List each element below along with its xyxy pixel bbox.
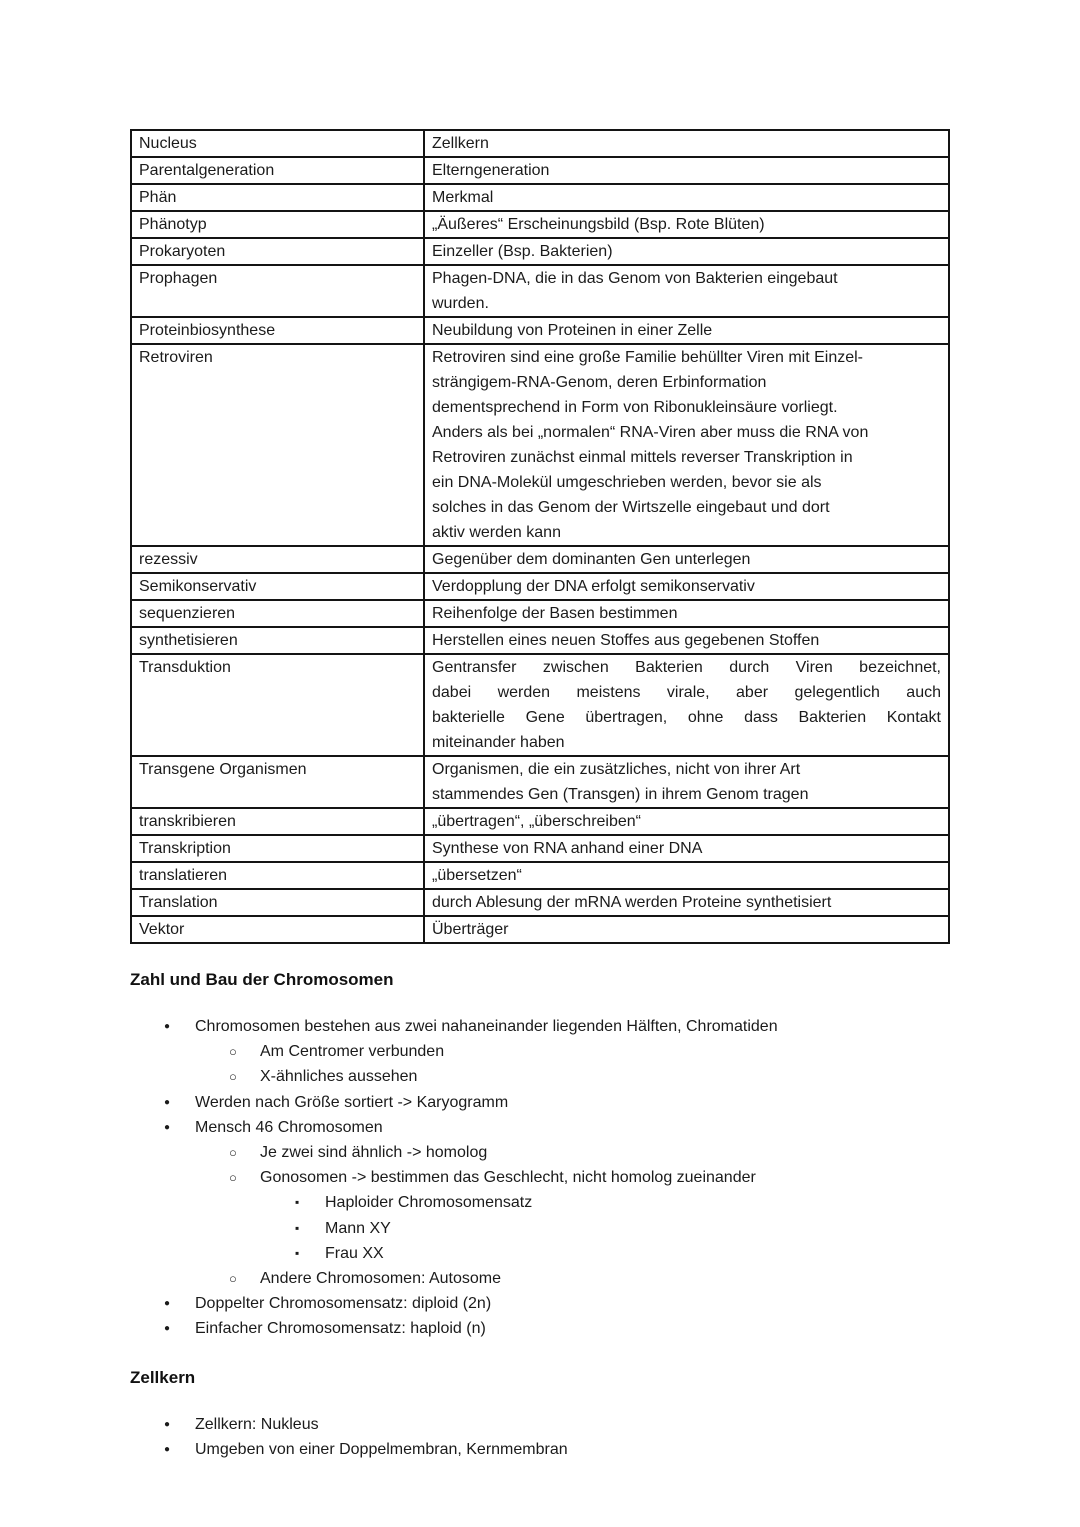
term-cell: Proteinbiosynthese [131,317,424,344]
term-cell: synthetisieren [131,627,424,654]
bullet-icon: ▪ [295,1245,300,1260]
definition-cell [424,627,949,654]
section [130,1367,950,1462]
definition-cell [424,184,949,211]
definition-cell [424,889,949,916]
notes-sections [130,969,950,1462]
definition-cell [424,835,949,862]
document-page [130,129,950,1462]
definition-line: Synthese von RNA anhand einer DNA [432,840,703,857]
term-cell: transkribieren [131,808,424,835]
list-item-text: Am Centromer verbunden [260,1043,445,1061]
definition-line: Neubildung von Proteinen in einer Zelle [432,322,713,339]
term-cell: sequenzieren [131,600,424,627]
definition-cell [424,130,949,157]
term-cell: Vektor [131,916,424,943]
definition-line: Anders als bei „normalen“ RNA-Viren aber muss die RNA von [432,424,869,441]
glossary-row [131,238,949,265]
term-cell: translatieren [131,862,424,889]
list-item [130,1115,950,1140]
definition-line: aktiv werden kann [432,524,561,541]
glossary-row [131,344,949,546]
list-item-text: Gonosomen -> bestimmen das Geschlecht, nicht homolog zueinander [260,1169,756,1187]
glossary-row [131,756,949,808]
term-cell: Translation [131,889,424,916]
definition-line: dabei werden meistens virale, aber gelegentlich auch [432,684,941,701]
term-cell: Parentalgeneration [131,157,424,184]
definition-cell [424,916,949,943]
bullet-icon: ○ [229,1044,237,1060]
term-cell: Transgene Organismen [131,756,424,808]
section [130,969,950,1342]
list-item-text: Frau XX [325,1244,384,1262]
definition-line: miteinander haben [432,734,565,751]
bullet-icon: ● [164,1121,171,1133]
definition-cell [424,862,949,889]
term-cell: Phänotyp [131,211,424,238]
glossary-row [131,184,949,211]
list-item [130,1437,950,1462]
list-item [130,1039,950,1064]
definition-line: wurden. [432,295,489,312]
glossary-row [131,862,949,889]
list-item [130,1266,950,1291]
term-cell: Prokaryoten [131,238,424,265]
definition-cell [424,546,949,573]
glossary-row [131,916,949,943]
definition-line: Einzeller (Bsp. Bakterien) [432,243,613,260]
list-item [130,1412,950,1437]
definition-line: „Äußeres“ Erscheinungsbild (Bsp. Rote Blüten) [432,216,765,233]
bullet-icon: ○ [229,1271,237,1287]
glossary-row [131,130,949,157]
definition-cell [424,654,949,756]
glossary-row [131,157,949,184]
glossary-row [131,573,949,600]
term-cell: Transduktion [131,654,424,756]
term-cell: Semikonservativ [131,573,424,600]
list-item-text: Doppelter Chromosomensatz: diploid (2n) [195,1295,492,1313]
definition-line: Merkmal [432,189,494,206]
definition-line: solches in das Genom der Wirtszelle eingebaut und dort [432,499,830,516]
definition-line: Gegenüber dem dominanten Gen unterlegen [432,551,751,568]
list-item [130,1014,950,1039]
bullet-icon: ○ [229,1170,237,1186]
list-item [130,1291,950,1316]
section-title: Zahl und Bau der Chromosomen [130,970,394,989]
bullet-icon: ▪ [295,1220,300,1235]
bullet-icon: ● [164,1021,171,1032]
definition-line: Phagen-DNA, die in das Genom von Bakterien eingebaut [432,270,838,287]
bullet-icon: ○ [229,1069,237,1085]
list-item [130,1140,950,1165]
definition-line: „übersetzen“ [432,867,522,884]
glossary-row [131,317,949,344]
definition-line: Organismen, die ein zusätzliches, nicht von ihrer Art [432,761,801,778]
definition-cell [424,808,949,835]
list-item-text: Werden nach Größe sortiert -> Karyogramm [195,1093,509,1111]
definition-line: Retroviren sind eine große Familie behüllter Viren mit Einzel- [432,349,863,366]
list-item [130,1241,950,1266]
list-item-text: Mensch 46 Chromosomen [195,1118,383,1136]
bullet-icon: ● [164,1323,171,1335]
bullet-icon: ● [164,1298,171,1310]
list-item-text: X-ähnliches aussehen [260,1068,418,1086]
list-item-text: Haploider Chromosomensatz [325,1194,533,1212]
bullet-icon: ▪ [295,1195,300,1210]
glossary-table [130,129,950,944]
list-item [130,1316,950,1341]
definition-line: ein DNA-Molekül umgeschrieben werden, bevor sie als [432,474,822,491]
bullet-icon: ● [164,1418,171,1430]
bullet-list [130,1412,950,1462]
definition-line: Überträger [432,921,509,938]
term-cell: rezessiv [131,546,424,573]
definition-line: Verdopplung der DNA erfolgt semikonservativ [432,578,755,595]
list-item [130,1090,950,1115]
bullet-icon: ● [164,1096,171,1108]
list-item [130,1064,950,1089]
definition-cell [424,317,949,344]
list-item-text: Mann XY [325,1219,391,1237]
term-cell: Retroviren [131,344,424,546]
definition-line: bakterielle Gene übertragen, ohne dass Bakterien Kontakt [432,709,941,726]
glossary-row [131,835,949,862]
glossary-row [131,600,949,627]
definition-cell [424,238,949,265]
term-cell: Nucleus [131,130,424,157]
list-item-text: Zellkern: Nukleus [195,1415,319,1433]
list-item [130,1165,950,1190]
definition-line: dementsprechend in Form von Ribonukleinsäure vorliegt. [432,399,838,416]
definition-line: Zellkern [432,135,489,152]
glossary-row [131,265,949,317]
list-item [130,1190,950,1215]
definition-cell [424,344,949,546]
definition-cell [424,211,949,238]
list-item-text: Andere Chromosomen: Autosome [260,1270,502,1288]
definition-cell [424,573,949,600]
definition-line: strängigem-RNA-Genom, deren Erbinformation [432,374,767,391]
glossary-row [131,889,949,916]
definition-cell [424,265,949,317]
glossary-row [131,654,949,756]
definition-cell [424,600,949,627]
definition-line: Gentransfer zwischen Bakterien durch Viren bezeichnet, [432,659,941,676]
glossary-row [131,627,949,654]
glossary-row [131,808,949,835]
definition-line: „übertragen“, „überschreiben“ [432,813,641,830]
section-title: Zellkern [130,1367,196,1387]
definition-line: stammendes Gen (Transgen) in ihrem Genom tragen [432,786,809,803]
definition-line: Reihenfolge der Basen bestimmen [432,605,678,622]
definition-line: Retroviren zunächst einmal mittels reverser Transkription in [432,449,853,466]
definition-line: durch Ablesung der mRNA werden Proteine synthetisiert [432,894,832,911]
list-item-text: Je zwei sind ähnlich -> homolog [260,1144,488,1162]
definition-cell [424,756,949,808]
definition-line: Herstellen eines neuen Stoffes aus gegebenen Stoffen [432,632,820,649]
definition-line: Elterngeneration [432,162,550,179]
glossary-row [131,211,949,238]
bullet-list [130,1014,950,1342]
term-cell: Transkription [131,835,424,862]
list-item [130,1216,950,1241]
bullet-icon: ○ [229,1145,237,1161]
term-cell: Prophagen [131,265,424,317]
term-cell: Phän [131,184,424,211]
list-item-text: Umgeben von einer Doppelmembran, Kernmembran [195,1440,568,1458]
glossary-row [131,546,949,573]
list-item-text: Einfacher Chromosomensatz: haploid (n) [195,1320,486,1338]
bullet-icon: ● [164,1443,171,1455]
definition-cell [424,157,949,184]
list-item-text: Chromosomen bestehen aus zwei nahaneinander liegenden Hälften, Chromatiden [195,1018,778,1035]
